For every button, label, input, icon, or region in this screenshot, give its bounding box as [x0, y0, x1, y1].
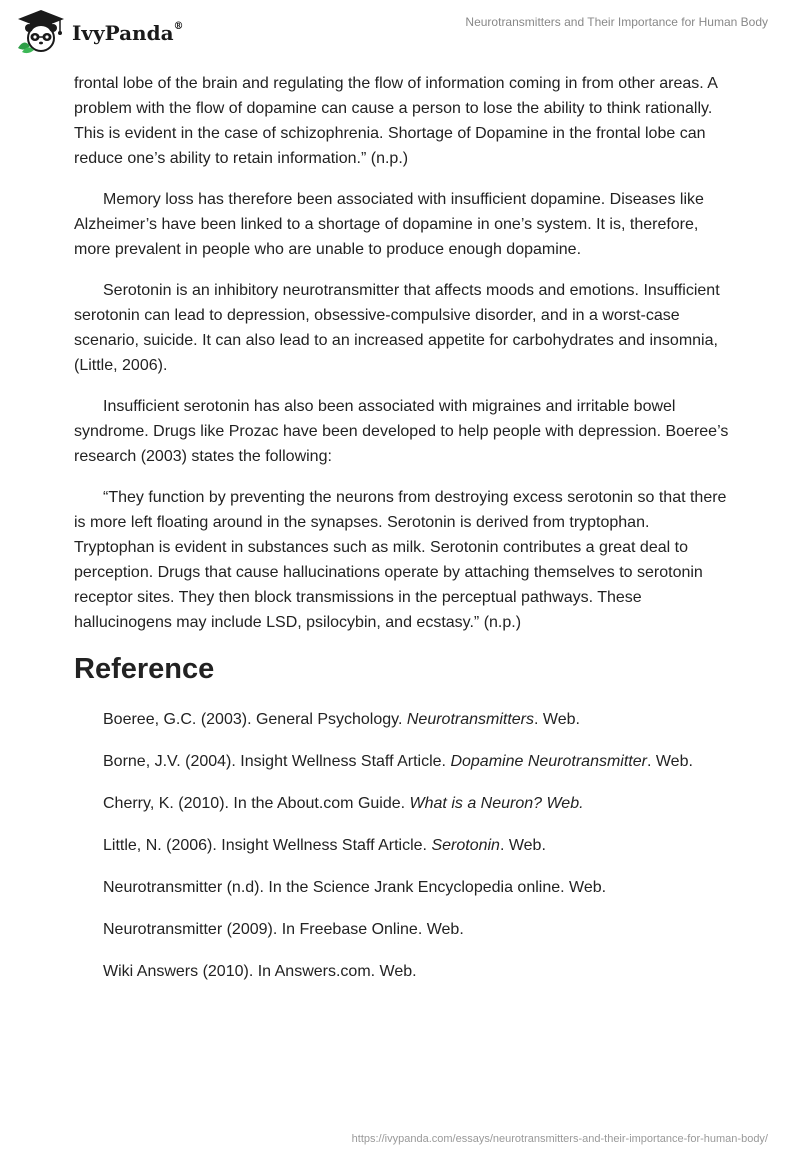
ivypanda-logo[interactable] — [14, 8, 184, 54]
page-header — [0, 0, 800, 70]
reference-item: Neurotransmitter (n.d). In the Science Jrank Encyclopedia online. Web. — [103, 879, 607, 896]
document-body — [74, 71, 730, 1001]
reference-item: Cherry, K. (2010). In the About.com Guide. What is a Neuron? Web. — [103, 795, 584, 812]
panda-graduate-logo-icon — [14, 8, 68, 54]
reference-item: Boeree, G.C. (2003). General Psychology. Neurotransmitters. Web. — [103, 711, 580, 728]
logo-wordmark: IvyPanda® — [72, 21, 184, 45]
body-paragraph: Serotonin is an inhibitory neurotransmitter that affects moods and emotions. Insufficient serotonin can lead to depression, obsessive-compulsive disorder, and in a worst-case scenario, suicide. It can also lead to an increased appetite for carbohydrates and insomnia, (Little, 2006). — [74, 282, 720, 374]
reference-item: Borne, J.V. (2004). Insight Wellness Staff Article. Dopamine Neurotransmitter. Web. — [103, 753, 693, 770]
document-title: Neurotransmitters and Their Importance for Human Body — [465, 15, 768, 29]
body-paragraph: frontal lobe of the brain and regulating the flow of information coming in from other areas. A problem with the flow of dopamine can cause a person to lose the ability to think rationally. This is evident in the case of schizophrenia. Shortage of Dopamine in the frontal lobe can reduce one’s ability to retain information.” (n.p.) — [74, 75, 718, 167]
reference-list — [74, 707, 730, 984]
source-url-link[interactable]: https://ivypanda.com/essays/neurotransmitters-and-their-importance-for-human-body/ — [351, 1133, 768, 1145]
quote-paragraph: “They function by preventing the neurons from destroying excess serotonin so that there is more left floating around in the synapses. Serotonin is derived from tryptophan. Tryptophan is evident in substances such as milk. Serotonin contributes a great deal to perception. Drugs that cause hallucinations operate by attaching themselves to serotonin receptor sites. They then block transmissions in the perceptual pathways. These hallucinogens may include LSD, psilocybin, and ecstasy.” (n.p.) — [74, 489, 727, 631]
reference-item: Wiki Answers (2010). In Answers.com. Web. — [103, 963, 417, 980]
body-paragraph: Insufficient serotonin has also been associated with migraines and irritable bowel syndrome. Drugs like Prozac have been developed to help people with depression. Boeree’s research (2003) states the following: — [74, 398, 729, 465]
reference-item: Little, N. (2006). Insight Wellness Staff Article. Serotonin. Web. — [103, 837, 546, 854]
body-paragraph: Memory loss has therefore been associated with insufficient dopamine. Diseases like Alzheimer’s have been linked to a shortage of dopamine in one’s system. It is, therefore, more prevalent in people who are unable to produce enough dopamine. — [74, 191, 704, 258]
reference-heading: Reference — [74, 653, 215, 685]
reference-item: Neurotransmitter (2009). In Freebase Online. Web. — [103, 921, 464, 938]
